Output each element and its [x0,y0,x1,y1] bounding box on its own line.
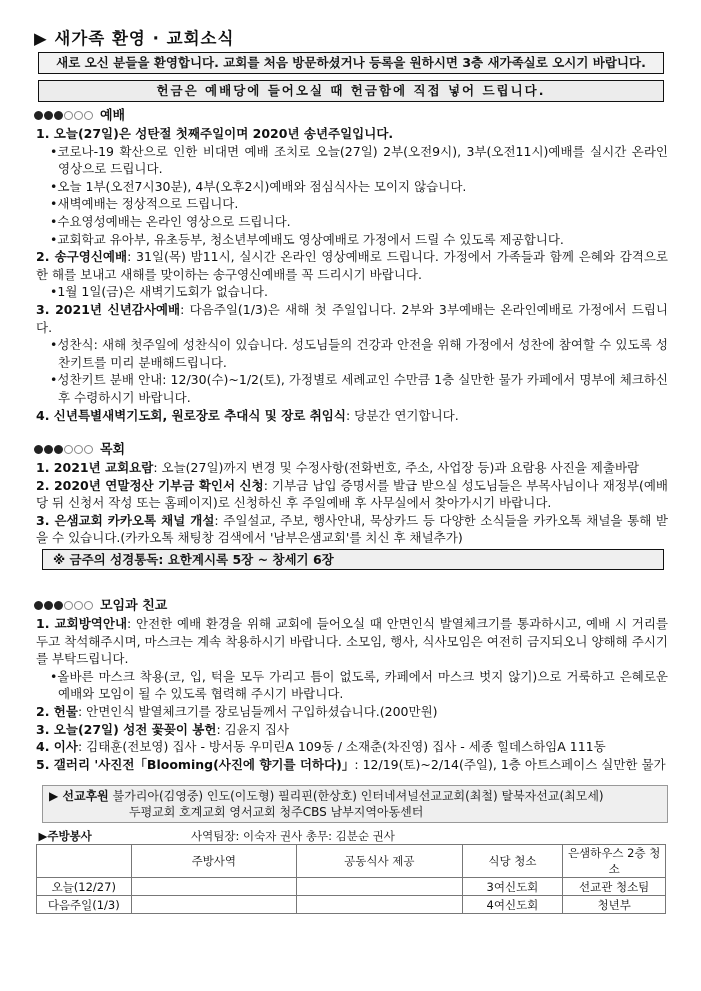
section-header-worship [34,107,668,125]
bullet-item: •성찬키트 분배 안내: 12/30(수)~1/2(토), 가정별로 세례교인 수만큼 1층 실만한 물가 카페에서 명부에 체크하신 후 수령하시기 바랍니다. [50,372,668,405]
bulletin-page [34,28,668,914]
item-heading: 3. 2021년 신년감사예배 [36,301,181,317]
welcome-notice: 새로 오신 분들을 환영합니다. 교회를 처음 방문하셨거나 등록을 원하시면 3층 새가족실로 오시기 바랍니다. [38,52,664,74]
numbered-item [36,721,668,739]
kitchen-row [37,896,666,914]
numbered-item [36,738,668,756]
bullet-item: •새벽예배는 정상적으로 드립니다. [50,196,239,212]
item-text: : 안면인식 발열체크기를 장로님들께서 구입하셨습니다.(200만원) [77,704,438,720]
kitchen-header-cell: 은샘하우스 2층 청소 [563,845,666,878]
item-heading: 4. 이사 [36,739,78,755]
meetings-list [34,615,668,773]
item-text: : 다음주일(1/3)은 새해 첫 주일입니다. 2부와 3부예배는 온라인예배로 가정에서 드립니다. [36,301,669,335]
mission-support-label: ▶ 선교후원 [49,789,109,804]
page-title: ▶ 새가족 환영 · 교회소식 [34,29,235,48]
bullet-item: •수요영성예배는 온라인 영상으로 드립니다. [50,213,291,229]
numbered-item [36,756,668,774]
kitchen-leader: 사역팀장: 이숙자 권사 총무: 김분순 권사 [131,827,665,845]
kitchen-cell: 4여신도회 [462,896,563,914]
section-dots-icon [34,441,94,459]
numbered-item [36,703,668,721]
item-text: : 주일설교, 주보, 행사안내, 묵상카드 등 다양한 소식들을 카카오톡 채널을 통해 받을 수 있습니다.(카카오톡 채팅창 검색에서 '남부은샘교회'를 치신 후 채널추가) [36,512,668,546]
item-text: : 31일(목) 밤11시, 실시간 온라인 영상예배로 드립니다. 가정에서 가족들과 함께 은혜와 감격으로 한 해를 보내고 새해를 맞이하는 송구영신예배를 꼭 드리시기 바랍니다. [36,249,669,282]
kitchen-cell [297,878,463,896]
offering-notice: 헌금은 예배당에 들어오실 때 헌금함에 직접 넣어 드립니다. [38,80,664,102]
numbered-item [36,125,668,143]
kitchen-header-cell: 식당 청소 [462,845,563,878]
kitchen-body [37,878,666,914]
kitchen-header-row [37,845,666,878]
numbered-item [36,615,668,668]
item-heading: 4. 신년특별새벽기도회, 원로장로 추대식 및 장로 취임식 [36,407,346,423]
kitchen-row [37,878,666,896]
bullet-item: •오늘 1부(오전7시30분), 4부(오후2시)예배와 점심식사는 모이지 않습니다. [50,178,467,194]
section-label: 예배 [100,108,126,124]
mission-support-box [42,785,668,823]
item-heading: 3. 오늘(27일) 성전 꽃꽂이 봉헌 [36,721,217,737]
item-text: : 김윤지 집사 [216,721,289,737]
kitchen-service-table [36,827,666,914]
kitchen-cell: 청년부 [563,896,666,914]
kitchen-cell: 오늘(12/27) [37,878,132,896]
kitchen-title-row [37,827,666,845]
item-text: : 김태훈(전보영) 집사 - 방서동 우미린A 109동 / 소재춘(차진영) 집사 - 세종 힐데스하임A 111동 [77,739,606,755]
bullet-item: •코로나-19 확산으로 인한 비대면 예배 조치로 오늘(27일) 2부(오전9시), 3부(오전11시)예배를 실시간 온라인 영상으로 드립니다. [50,143,668,177]
numbered-item [36,512,668,547]
kitchen-cell: 3여신도회 [462,878,563,896]
section-label: 모임과 친교 [100,598,168,614]
kitchen-cell [131,896,297,914]
kitchen-header-cell: 주방사역 [131,845,297,878]
item-heading: 5. 갤러리 '사진전「Blooming(사진에 향기를 더하다)」 [36,756,355,772]
section-header-meetings [34,597,668,615]
mission-support-line2: 두평교회 호계교회 영서교회 청주CBS 남부지역아동센터 [129,805,424,820]
item-heading: 2. 송구영신예배 [36,249,128,265]
worship-list [34,125,668,424]
item-heading: 2. 헌물 [36,704,78,720]
section-header-pastoral [34,441,668,459]
item-heading: 1. 교회방역안내 [36,616,128,632]
item-text: : 12/19(토)~2/14(주일), 1층 아트스페이스 실만한 물가 [354,756,666,772]
section-label: 목회 [100,442,126,458]
numbered-item [36,301,668,336]
item-text: : 안전한 예배 환경을 위해 교회에 들어오실 때 안면인식 발열체크기를 통과하시고, 예배 시 거리를 두고 착석해주시며, 마스크는 계속 착용하시기 바랍니다. 소모임, 행사, 식사모임은 여전히 금지되오니 양해해 주시기를 부탁드립니다. [36,616,669,667]
item-text: : 기부금 납입 증명서를 발급 받으실 성도님들은 부목사님이나 재정부(예배당 뒤 신청서 작성 또는 홈페이지)로 신청하신 후 주일예배 후 사무실에서 찾아가시기 바랍니다. [36,477,668,511]
section-dots-icon [34,107,94,125]
numbered-item [36,477,668,512]
kitchen-cell: 선교관 청소팀 [563,878,666,896]
mission-support-line1: 불가리아(김영중) 인도(이도형) 필리핀(한상호) 인터네셔널선교교회(최철) 탈북자선교(최모세) [112,789,604,804]
numbered-item [36,248,668,283]
bullet-item: •교회학교 유아부, 유초등부, 청소년부예배도 영상예배로 가정에서 드릴 수 있도록 제공합니다. [50,231,564,247]
item-heading: 1. 2021년 교회요람 [36,460,154,476]
bullet-item: •1월 1일(금)은 새벽기도회가 없습니다. [50,284,268,300]
numbered-item [36,407,668,425]
numbered-item [36,459,668,477]
bible-reading-box: ※ 금주의 성경통독: 요한계시록 5장 ~ 창세기 6장 [42,549,664,570]
pastoral-list [34,459,668,547]
bullet-item: •성찬식: 새해 첫주일에 성찬식이 있습니다. 성도님들의 건강과 안전을 위해 가정에서 성찬에 참여할 수 있도록 성찬키트를 미리 분배해드립니다. [50,337,668,370]
item-text: : 오늘(27일)까지 변경 및 수정사항(전화번호, 주소, 사업장 등)과 요람용 사진을 제출바람 [153,460,640,476]
bullet-item: •올바른 마스크 착용(코, 입, 턱을 모두 가리고 틈이 없도록, 카페에서 마스크 벗지 않기)으로 거룩하고 은혜로운 예배와 모임이 될 수 있도록 협력해 주시기 바랍니다. [50,668,668,702]
section-dots-icon [34,597,94,615]
kitchen-header-cell [37,845,132,878]
item-heading: 1. 오늘(27일)은 성탄절 첫째주일이며 2020년 송년주일입니다. [36,126,394,141]
kitchen-cell [131,878,297,896]
kitchen-label: ▶주방봉사 [37,827,132,845]
kitchen-cell: 다음주일(1/3) [37,896,132,914]
kitchen-cell [297,896,463,914]
item-heading: 3. 은샘교회 카카오톡 채널 개설 [36,512,215,528]
kitchen-header-cell: 공동식사 제공 [297,845,463,878]
item-heading: 2. 2020년 연말정산 기부금 확인서 신청 [36,477,264,493]
item-text: : 당분간 연기합니다. [345,407,459,423]
